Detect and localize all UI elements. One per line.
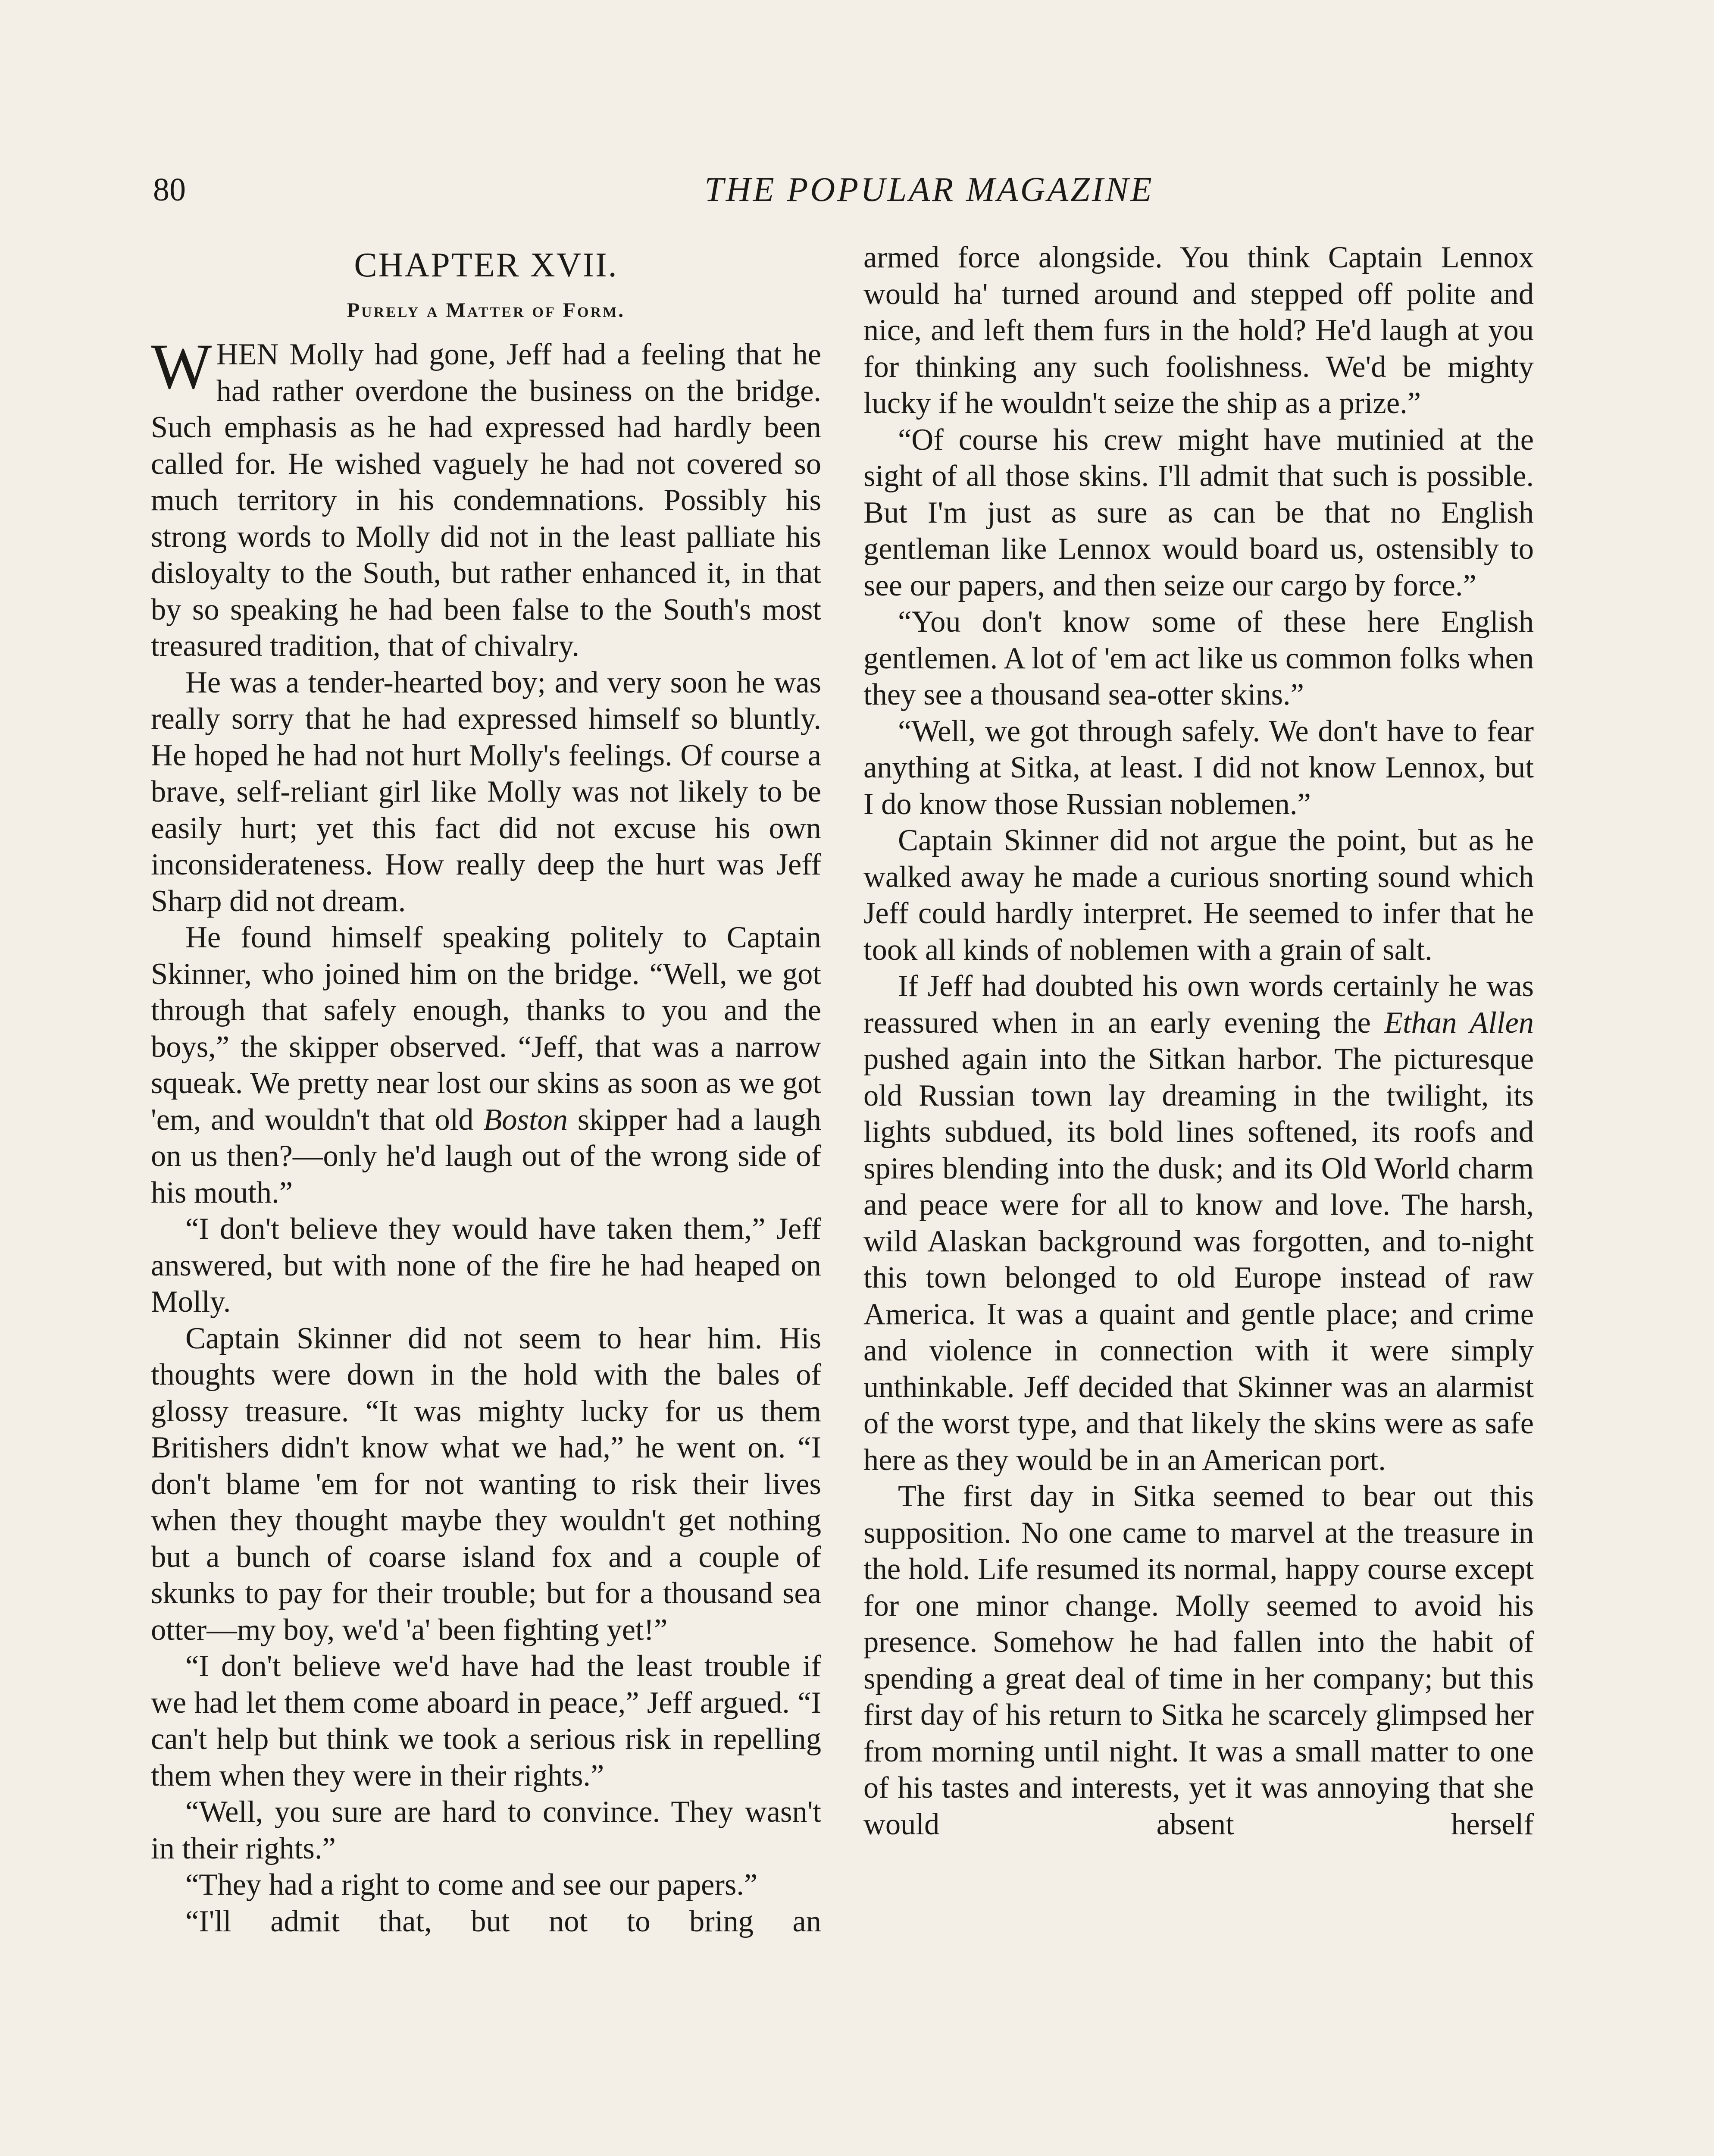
drop-cap: W	[151, 331, 212, 402]
paragraph-text: HEN Molly had gone, Jeff had a feeling that he had rather overdone the business on the bridge. Such emphasis as he had expressed had hardly been called for. He wished vaguely he had not covered so much territory in his condemnations. Possibly his strong words to Molly did not in the least palliate his disloyalty to the South, but rather enhanced it, in that by so speaking he had been false to the South's most treasured tradition, that of chivalry.	[151, 338, 821, 663]
magazine-title: THE POPULAR MAGAZINE	[704, 171, 1154, 209]
paragraph	[151, 919, 821, 1211]
paragraph: “You don't know some of these here English gentlemen. A lot of 'em act like us common folks when they see a thousand sea-otter skins.”	[863, 605, 1534, 711]
paragraph: “I don't believe they would have taken them,” Jeff answered, but with none of the fire he had heaped on Molly.	[151, 1212, 821, 1319]
paragraph: “I don't believe we'd have had the least trouble if we had let them come aboard in peace,” Jeff argued. “I can't help but think we took a serious risk in repelling them when they were in their rights.”	[151, 1649, 821, 1792]
paragraph: The first day in Sitka seemed to bear out this supposition. No one came to marvel at the treasure in the hold. Life resumed its normal, happy course except for one minor change. Molly seemed to avoid his presence. Somehow he had fallen into the habit of spending a great deal of time in her company; but this first day of his return to Sitka he scarcely glimpsed her from morning until night. It was a small matter to one of his tastes and interests, yet it was annoying that she would absent herself	[863, 1479, 1534, 1841]
ship-name-italic: Ethan Allen	[1384, 1006, 1534, 1040]
chapter-subtitle: Purely a Matter of Form.	[347, 299, 626, 322]
paragraph: armed force alongside. You think Captain Lennox would ha' turned around and stepped off polite and nice, and left them furs in the hold? He'd laugh at you for thinking any such foolishness. We'd be mighty lucky if he wouldn't seize the ship as a prize.”	[863, 241, 1534, 420]
running-head	[153, 166, 1542, 213]
paragraph-text: If Jeff had doubted his own words certainly he was reassured when in an early evening the	[863, 969, 1534, 1040]
ship-name-italic: Boston	[483, 1103, 568, 1137]
paragraph: Captain Skinner did not argue the point, but as he walked away he made a curious snorting sound which Jeff could hardly interpret. He seemed to infer that he took all kinds of noblemen with a grain of salt.	[863, 824, 1534, 967]
paragraph: “They had a right to come and see our papers.”	[185, 1868, 758, 1902]
page-number: 80	[153, 172, 186, 208]
paragraph: “Of course his crew might have mutinied at the sight of all those skins. I'll admit that such is possible. But I'm just as sure as can be that no English gentleman like Lennox would board us, ostensibly to see our papers, and then seize our cargo by force.”	[863, 423, 1534, 602]
left-column	[151, 239, 821, 1940]
paragraph: Captain Skinner did not seem to hear him. His thoughts were down in the hold with the bales of glossy treasure. “It was mighty lucky for us them Britishers didn't know what we had,” he went on. “I don't blame 'em for not wanting to risk their lives when they thought maybe they wouldn't get nothing but a bunch of coarse island fox and a couple of skunks to pay for their trouble; but for a thousand sea otter—my boy, we'd 'a' been fighting yet!”	[151, 1321, 821, 1647]
paragraph-text: pushed again into the Sitkan harbor. The picturesque old Russian town lay dreaming in the twilight, its lights subdued, its bold lines softened, its roofs and spires blending into the dusk; and its Old World charm and peace were for all to know and love. The harsh, wild Alaskan background was forgotten, and to-night this town belonged to old Europe instead of raw America. It was a quaint and gentle place; and crime and violence in connection with it were simply unthinkable. Jeff decided that Skinner was an alarmist of the worst type, and that likely the skins were as safe here as they would be in an American port.	[863, 1042, 1534, 1477]
paragraph: “Well, we got through safely. We don't have to fear anything at Sitka, at least. I did not know Lennox, but I do know those Russian noblemen.”	[863, 714, 1534, 821]
paragraph: He was a tender-hearted boy; and very soon he was really sorry that he had expressed himself so bluntly. He hoped he had not hurt Molly's feelings. Of course a brave, self-reliant girl like Molly was not likely to be easily hurt; yet this fact did not excuse his own inconsiderateness. How really deep the hurt was Jeff Sharp did not dream.	[151, 665, 821, 918]
paragraph	[863, 968, 1534, 1478]
right-column	[863, 239, 1534, 1843]
paragraph: “Well, you sure are hard to convince. They wasn't in their rights.”	[151, 1795, 821, 1865]
paragraph-text: He found himself speaking politely to Captain Skinner, who joined him on the bridge. “Well, we got through that safely enough, thanks to you and the boys,” the skipper observed. “Jeff, that was a narrow squeak. We pretty near lost our skins as soon as we got 'em, and wouldn't that old	[151, 921, 821, 1137]
chapter-title: CHAPTER XVII.	[354, 246, 618, 284]
paragraph: “I'll admit that, but not to bring an	[185, 1904, 821, 1938]
paragraph	[151, 331, 821, 664]
paragraph-text: skipper had a laugh on us then?—only he'd laugh out of the wrong side of his mouth.”	[151, 1103, 821, 1210]
